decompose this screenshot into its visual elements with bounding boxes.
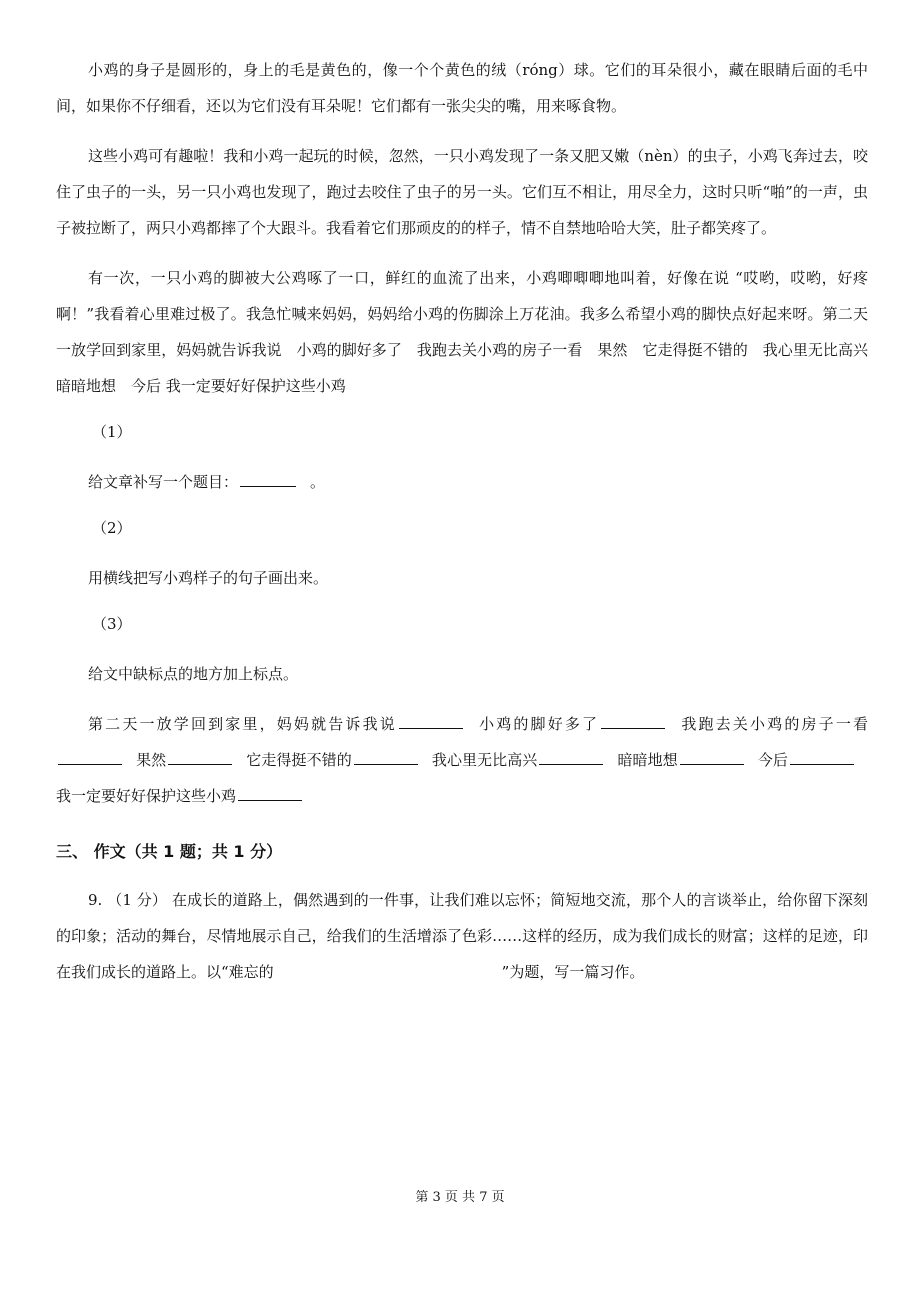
question-1-text xyxy=(56,464,868,500)
punctuation-blank-1[interactable] xyxy=(399,714,463,729)
question-3-number: （3） xyxy=(92,615,132,633)
punctuation-blank-2[interactable] xyxy=(601,714,665,729)
question-9-prompt: 在成长的道路上，偶然遇到的一件事，让我们难以忘怀；简短地交流，那个人的言谈举止，给你留下深刻的印象；活动的舞台，尽情地展示自己，给我们的生活增添了色彩……这样的经历，成为我们成长的财富；这样的足迹，印在我们成长的道路上。以“难忘的 xyxy=(56,891,868,981)
fill-segment-7: 暗暗地想 xyxy=(617,751,678,769)
title-answer-blank[interactable] xyxy=(240,472,296,487)
passage-paragraph-1: 小鸡的身子是圆形的，身上的毛是黄色的，像一个个黄色的绒（róng）球。它们的耳朵很小，藏在眼睛后面的毛中间，如果你不仔细看，还以为它们没有耳朵呢！它们都有一张尖尖的嘴，用来啄食物。 xyxy=(56,61,868,115)
fill-segment-4: 果然 xyxy=(136,751,167,769)
question-9-text xyxy=(56,882,868,990)
fill-segment-9: 我一定要好好保护这些小鸡 xyxy=(56,787,237,805)
question-9-end: ”为题，写一篇习作。 xyxy=(501,963,645,981)
passage-paragraph-3: 有一次，一只小鸡的脚被大公鸡啄了一口，鲜红的血流了出来，小鸡唧唧唧地叫着，好像在说 “哎哟，哎哟，好疼啊！”我看着心里难过极了。我急忙喊来妈妈，妈妈给小鸡的伤脚涂上万花油。我多么希望小鸡的脚快点好起来呀。第二天一放学回到家里，妈妈就告诉我说 小鸡的脚好多了 我跑去关小鸡的房子一看 果然 它走得挺不错的 我心里无比高兴 暗暗地想 今后 我一定要好好保护这些小鸡 xyxy=(56,269,884,395)
punctuation-blank-3[interactable] xyxy=(58,750,122,765)
question-2-number: （2） xyxy=(92,519,132,537)
fill-segment-5: 它走得挺不错的 xyxy=(246,751,352,769)
punctuation-blank-4[interactable] xyxy=(168,750,232,765)
question-1-prompt: 给文章补写一个题目： xyxy=(88,473,239,491)
question-1-end: 。 xyxy=(310,473,326,491)
question-1-number: （1） xyxy=(92,423,132,441)
fill-segment-2: 小鸡的脚好多了 xyxy=(476,715,600,733)
worksheet-page xyxy=(56,52,884,990)
page-footer: 第 3 页 共 7 页 xyxy=(415,1190,505,1205)
punctuation-fill-paragraph xyxy=(56,706,868,814)
punctuation-blank-9[interactable] xyxy=(238,786,302,801)
question-2-text: 用横线把写小鸡样子的句子画出来。 xyxy=(88,569,329,587)
question-3-text: 给文中缺标点的地方加上标点。 xyxy=(88,665,299,683)
punctuation-blank-8[interactable] xyxy=(790,750,854,765)
punctuation-blank-6[interactable] xyxy=(539,750,603,765)
passage-paragraph-2: 这些小鸡可有趣啦！我和小鸡一起玩的时候，忽然，一只小鸡发现了一条又肥又嫩（nèn）的虫子，小鸡飞奔过去，咬住了虫子的一头，另一只小鸡也发现了，跑过去咬住了虫子的另一头。它们互不相让，用尽全力，这时只听“啪”的一声，虫子被拉断了，两只小鸡都摔了个大跟斗。我看着它们那顽皮的的样子，情不自禁地哈哈大笑，肚子都笑疼了。 xyxy=(56,147,868,237)
fill-segment-3: 我跑去关小鸡的房子一看 xyxy=(679,715,868,733)
fill-segment-8: 今后 xyxy=(757,751,788,769)
punctuation-blank-7[interactable] xyxy=(680,750,744,765)
fill-segment-6: 我心里无比高兴 xyxy=(431,751,538,769)
fill-segment-1: 第二天一放学回到家里，妈妈就告诉我说 xyxy=(88,715,397,733)
question-9-prefix: 9. （1 分） xyxy=(88,891,172,909)
punctuation-blank-5[interactable] xyxy=(354,750,418,765)
section-3-heading: 三、 作文（共 1 题；共 1 分） xyxy=(56,842,283,861)
